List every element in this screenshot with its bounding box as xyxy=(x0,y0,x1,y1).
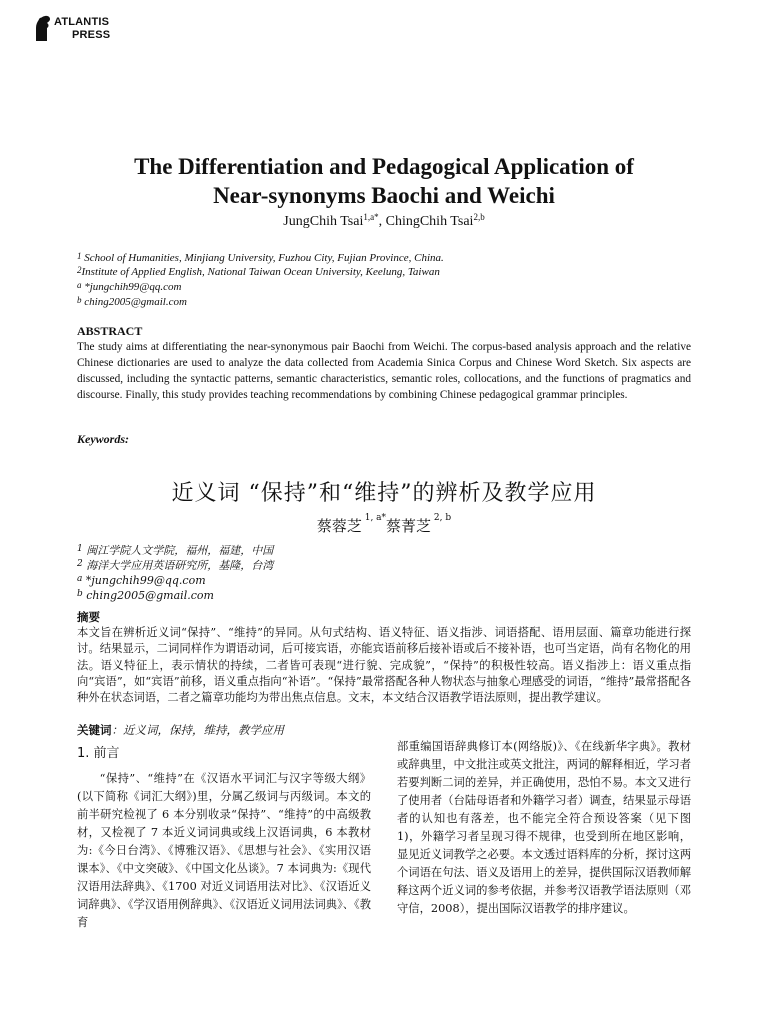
chinese-abstract-heading: 摘要 xyxy=(77,610,100,624)
author-2: ChingChih Tsai xyxy=(385,214,474,229)
chinese-author-1-sup: 1, a* xyxy=(361,513,387,523)
chinese-affiliation-2: $^2$ 海洋大学应用英语研究所，基隆，台湾 xyxy=(77,559,274,572)
body-left-column: “保持”、“维持”在《汉语水平词汇与汉字等级大纲》(以下简称《词汇大纲》)里，分属乙级词与丙级词。本文的前半研究检视了 6 本分别收录“保持”、“维持”的中高级教材，又检视了 7 本近义词词典或线上汉语词典，6 本教材为:《今日台湾》、《博雅汉语》、《思想与社会》、《实用汉语课本》、《中文突破》、《中国文化丛谈》。7 本词典为:《现代汉语用法辞典》、《1700 对近义词语用法对比》、《汉语近义词辞典》、《学汉语用例辞典》、《汉语近义词用法词典》、《教育 xyxy=(77,772,371,929)
abstract-text: The study aims at differentiating the near-synonymous pair Baochi from Weichi. The corpus-based analysis approach and the relative Chinese dictionaries are used to analyze the data collected from Academia Sinica Corpus and Chinese Word Sketch. Six aspects are discussed, including the syntactic patterns, semantic characteristics, semantic roles, collocations, and the functions of pragmatics and discourse. Finally, this study provides teaching recommendations by combining Chinese pedagogical grammar principles. xyxy=(77,341,691,401)
email-b: $^b$ ching2005@gmail.com xyxy=(77,295,187,308)
author-line xyxy=(60,214,708,230)
publisher-logo xyxy=(32,14,142,44)
abstract-heading: ABSTRACT xyxy=(77,324,143,338)
chinese-author-2: 蔡菁芝 xyxy=(386,517,432,535)
chinese-keywords xyxy=(77,722,284,738)
chinese-keywords-text: ：近义词，保持，维持，教学应用 xyxy=(111,723,284,737)
body-right-column: 部重编国语辞典修订本(网络版)》、《在线新华字典》。教材或辞典里，中文批注或英文批注，两词的解释相近，学习者若要判断二词的差异，并正确使用，恐怕不易。本文又进行了使用者（台陆母语者和外籍学习者）调查，结果显示母语者的认知也有落差，也不能完全符合预设答案（见下图 1)，外籍学习者呈现习得不规律，也受到所在地区影响，显见近义词教学之必要。本文透过语料库的分析，探讨这两个词语在句法、语义及语用上的差异，提供国际汉语教师解释这两个近义词的参考依据，并参考汉语教学语法原则（邓守信，2008），提出国际汉语教学的排序建议。 xyxy=(397,740,691,915)
email-a: $^a$ *jungchih99@qq.com xyxy=(77,280,182,293)
author-1-sup: 1,a* xyxy=(363,212,379,222)
publisher-name-line2: PRESS xyxy=(72,29,111,41)
keywords-label: Keywords: xyxy=(77,432,129,446)
chinese-affiliation-1: $^1$ 闽江学院人文学院，福州，福建，中国 xyxy=(77,544,274,557)
section-heading-introduction: 1. 前言 xyxy=(77,746,120,761)
chinese-email-b: $^b$ ching2005@gmail.com xyxy=(77,589,214,602)
chinese-abstract-text: 本文旨在辨析近义词“保持”、“维持”的异同。从句式结构、语义特征、语义指涉、词语搭配、语用层面、篇章功能进行探讨。结果显示，二词同样作为谓语动词，后可接宾语，亦能宾语前移后接补语或后不接补语，也可当定语，尚有名物化的用法。语义特征上，表示情状的持续，二者皆可表现“进行貌、完成貌”，“保持”的积极性较高。语义指涉上：语义重点指向“宾语”，如“宾语”前移，语义重点指向“补语”。“保持”最常搭配各种人物状态与抽象心理感受的词语，“维持”最常搭配各种外在状态词语，二者之篇章功能均为带出焦点信息。文末，本文结合汉语教学语法原则，提出教学建议。 xyxy=(77,626,691,705)
affiliation-2: $^2$Institute of Applied English, National Taiwan Ocean University, Keelung, Taiwan xyxy=(77,265,440,278)
author-2-sup: 2,b xyxy=(473,212,485,222)
chinese-author-2-sup: 2, b xyxy=(431,513,452,523)
author-sep: , xyxy=(378,214,386,229)
chinese-email-a: $^a$ *jungchih99@qq.com xyxy=(77,574,206,587)
paper-title-line1: The Differentiation and Pedagogical Application of xyxy=(134,154,634,179)
author-1: JungChih Tsai xyxy=(283,214,364,229)
affiliation-1: $^1$ School of Humanities, Minjiang University, Fuzhou City, Fujian Province, China. xyxy=(77,251,444,264)
publisher-name-line1: ATLANTIS xyxy=(54,16,110,28)
chinese-author-line xyxy=(60,515,708,536)
paper-title-line2: Near-synonyms Baochi and Weichi xyxy=(213,183,555,208)
publisher-logo-icon xyxy=(32,14,52,42)
chinese-author-1: 蔡蓉芝 xyxy=(316,517,362,535)
chinese-title: 近义词 “保持”和“维持”的辨析及教学应用 xyxy=(171,481,597,506)
chinese-keywords-label: 关键词 xyxy=(77,723,112,737)
paper-title xyxy=(60,152,708,210)
